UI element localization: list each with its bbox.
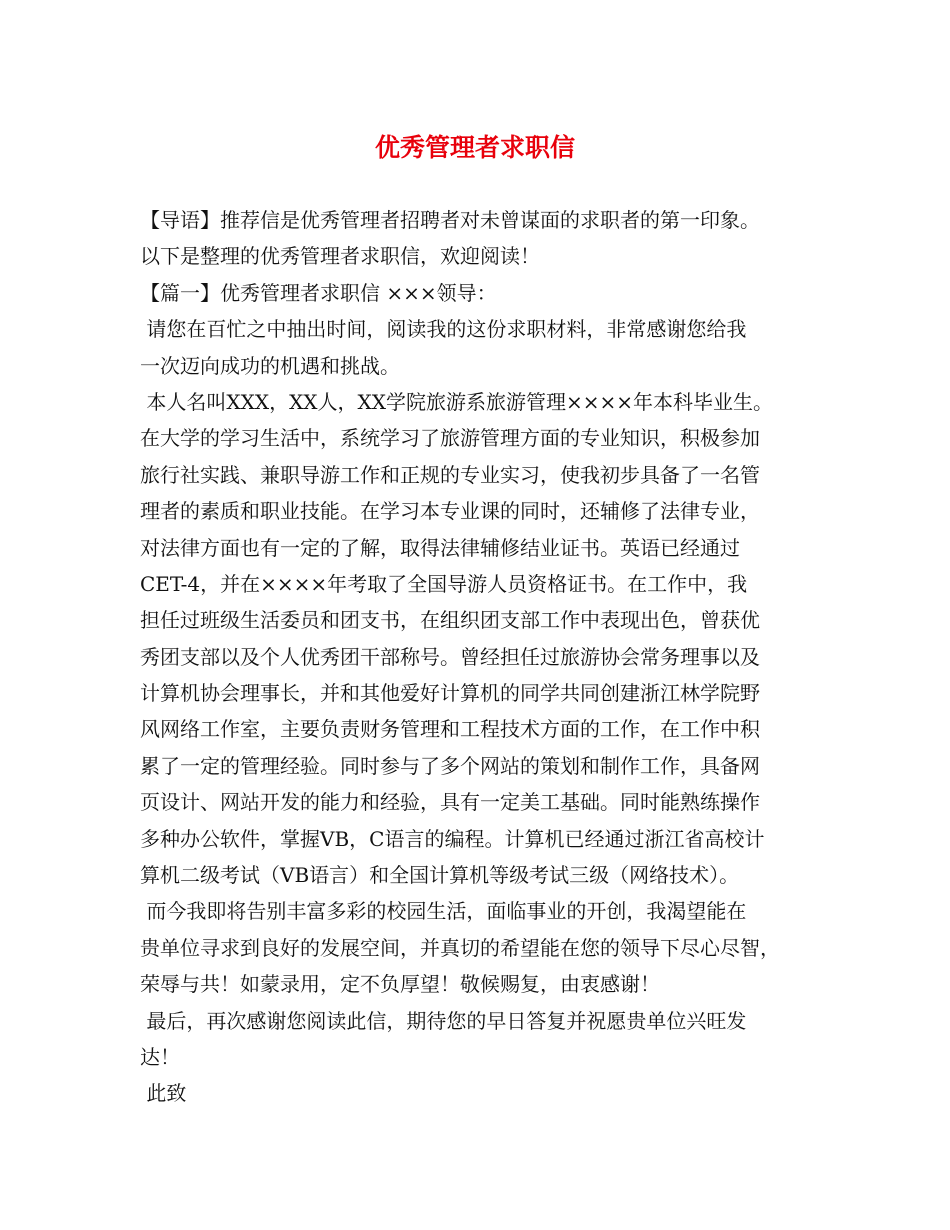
paragraph-line: 担任过班级生活委员和团支书，在组织团支部工作中表现出色，曾获优 bbox=[140, 608, 760, 633]
paragraph-line: 达！ bbox=[140, 1044, 180, 1069]
paragraph-line: 一次迈向成功的机遇和挑战。 bbox=[140, 353, 400, 378]
paragraph-line: 旅行社实践、兼职导游工作和正规的专业实习，使我初步具备了一名管 bbox=[140, 462, 760, 487]
document-body bbox=[140, 202, 830, 1112]
paragraph-line: CET-4，并在××××年考取了全国导游人员资格证书。在工作中，我 bbox=[140, 571, 748, 596]
paragraph-line: 【导语】推荐信是优秀管理者招聘者对未曾谋面的求职者的第一印象。 bbox=[140, 208, 760, 232]
paragraph-line: 【篇一】优秀管理者求职信 ×××领导： bbox=[140, 280, 497, 305]
paragraph-line: 对法律方面也有一定的了解，取得法律辅修结业证书。英语已经通过 bbox=[140, 535, 740, 560]
paragraph-line: 而今我即将告别丰富多彩的校园生活，面临事业的开创，我渴望能在 bbox=[140, 899, 747, 924]
paragraph-line: 本人名叫XXX，XX人，XX学院旅游系旅游管理××××年本科毕业生。 bbox=[140, 389, 774, 414]
paragraph-line: 在大学的学习生活中，系统学习了旅游管理方面的专业知识，积极参加 bbox=[140, 426, 760, 451]
paragraph-line: 最后，再次感谢您阅读此信，期待您的早日答复并祝愿贵单位兴旺发 bbox=[140, 1008, 747, 1033]
paragraph-line: 荣辱与共！如蒙录用，定不负厚望！敬候赐复，由衷感谢！ bbox=[140, 972, 660, 997]
paragraph-line: 计算机协会理事长，并和其他爱好计算机的同学共同创建浙江林学院野 bbox=[140, 681, 760, 706]
paragraph-line: 风网络工作室，主要负责财务管理和工程技术方面的工作，在工作中积 bbox=[140, 717, 760, 742]
paragraph-line: 页设计、网站开发的能力和经验，具有一定美工基础。同时能熟练操作 bbox=[140, 790, 760, 815]
paragraph-line: 算机二级考试（VB语言）和全国计算机等级考试三级（网络技术）。 bbox=[140, 863, 740, 888]
paragraph-line: 贵单位寻求到良好的发展空间，并真切的希望能在您的领导下尽心尽智， bbox=[140, 935, 780, 960]
paragraph-line: 多种办公软件，掌握VB，C语言的编程。计算机已经通过浙江省高校计 bbox=[140, 826, 765, 851]
paragraph-line: 理者的素质和职业技能。在学习本专业课的同时，还辅修了法律专业， bbox=[140, 499, 760, 524]
document-title: 优秀管理者求职信 bbox=[374, 133, 575, 162]
paragraph-line: 以下是整理的优秀管理者求职信，欢迎阅读！ bbox=[140, 244, 540, 269]
paragraph-line: 累了一定的管理经验。同时参与了多个网站的策划和制作工作，具备网 bbox=[140, 753, 760, 778]
paragraph-line: 秀团支部以及个人优秀团干部称号。曾经担任过旅游协会常务理事以及 bbox=[140, 644, 760, 669]
paragraph-line: 请您在百忙之中抽出时间，阅读我的这份求职材料，非常感谢您给我 bbox=[140, 317, 747, 342]
paragraph-line: 此致 bbox=[140, 1081, 187, 1106]
